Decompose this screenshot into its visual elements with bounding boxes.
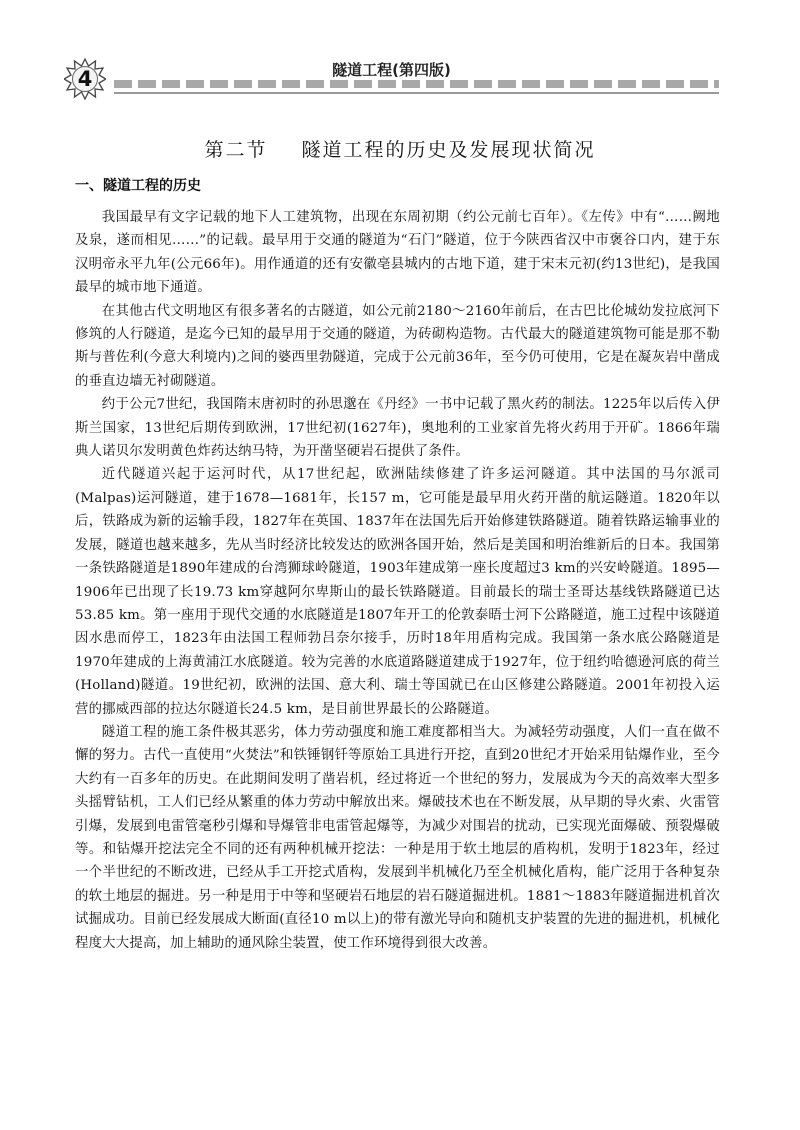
page-header (64, 58, 719, 100)
paragraph: 我国最早有文字记载的地下人工建筑物，出现在东周初期（约公元前七百年）。《左传》中有“……阙地及泉，遂而相见……”的记载。最早用于交通的隧道为“石门”隧道，位于今陕西省汉中市褒谷口内，建于东汉明帝永平九年(公元66年)。用作通道的还有安徽亳县城内的古地下道，建于宋末元初(约13世纪)，是我国最早的城市地下通道。 (75, 210, 720, 296)
section-title: 隧道工程的历史及发展现状简况 (301, 139, 596, 161)
paragraph: 近代隧道兴起于运河时代，从17世纪起，欧洲陆续修建了许多运河隧道。其中法国的马尔派司(Malpas)运河隧道，建于1678—1681年，长157 m，它可能是最早用火药开凿的航运隧道。1820年以后，铁路成为新的运输手段，1827年在英国、1837年在法国先后开始修建铁路隧道。随着铁路运输事业的发展，隧道也越来越多，先从当时经济比较发达的欧洲各国开始，然后是美国和明治维新后的日本。我国第一条铁路隧道是1890年建成的台湾狮球岭隧道，1903年建成第一座长度超过3 km的兴安岭隧道。1895—1906年已出现了长19.73 km穿越阿尔卑斯山的最长铁路隧道。目前最长的瑞士圣哥达基线铁路隧道已达53.85 km。第一座用于现代交通的水底隧道是1807年开工的伦敦泰晤士河下公路隧道，施工过程中该隧道因水患而停工，1823年由法国工程师勃吕奈尔接手，历时18年用盾构完成。我国第一条水底公路隧道是1970年建成的上海黄浦江水底隧道。较为完善的水底道路隧道建成于1927年，位于纽约哈德逊河底的荷兰(Holland)隧道。19世纪初，欧洲的法国、意大利、瑞士等国就已在山区修建公路隧道。2001年初投入运营的挪威西部的拉达尔隧道长24.5 km，是目前世界最长的公路隧道。 (75, 467, 720, 717)
running-title: 隧道工程(第四版) (332, 61, 451, 79)
paragraph: 在其他古代文明地区有很多著名的古隧道，如公元前2180～2160年前后，在古巴比伦城幼发拉底河下修筑的人行隧道，是迄今已知的最早用于交通的隧道，为砖砌构造物。古代最大的隧道建筑物可能是那不勒斯与普佐利(今意大利境内)之间的婆西里勃隧道，完成于公元前36年，至今仍可使用，它是在凝灰岩中凿成的垂直边墙无衬砌隧道。 (75, 303, 720, 389)
page-number: 4 (77, 67, 93, 91)
body-text (75, 206, 720, 955)
paragraph: 隧道工程的施工条件极其恶劣，体力劳动强度和施工难度都相当大。为减轻劳动强度，人们一直在做不懈的努力。古代一直使用“火焚法”和铁锤钢钎等原始工具进行开挖，直到20世纪才开始采用钻爆作业，至今大约有一百多年的历史。在此期间发明了凿岩机，经过将近一个世纪的努力，发展成为今天的高效率大型多头摇臂钻机，工人们已经从繁重的体力劳动中解放出来。爆破技术也在不断发展，从早期的导火索、火雷管引爆，发展到电雷管毫秒引爆和导爆管非电雷管起爆等，为减少对围岩的扰动，已实现光面爆破、预裂爆破等。和钻爆开挖法完全不同的还有两种机械开挖法：一种是用于软土地层的盾构机，发明于1823年，经过一个半世纪的不断改进，已经从手工开挖式盾构，发展到半机械化乃至全机械化盾构，能广泛用于各种复杂的软土地层的掘进。另一种是用于中等和坚硬岩石地层的岩石隧道掘进机。1881～1883年隧道掘进机首次试掘成功。目前已经发展成大断面(直径10 m以上)的带有激光导向和随机支护装置的先进的掘进机，机械化程度大大提高，加上辅助的通风除尘装置，使工作环境得到很大改善。 (75, 724, 720, 951)
section-heading (0, 135, 800, 162)
header-rule-divider (114, 92, 719, 94)
header-stripe-divider (114, 80, 719, 88)
paragraph: 约于公元7世纪，我国隋末唐初时的孙思邈在《丹经》一书中记载了黑火药的制法。1225年以后传入伊斯兰国家，13世纪后期传到欧洲，17世纪初(1627年)，奥地利的工业家首先将火药用于开矿。1866年瑞典人诺贝尔发明黄色炸药达纳马特，为开凿坚硬岩石提供了条件。 (75, 397, 720, 460)
section-label: 第二节 (204, 139, 268, 161)
subsection-heading: 一、隧道工程的历史 (75, 178, 201, 194)
